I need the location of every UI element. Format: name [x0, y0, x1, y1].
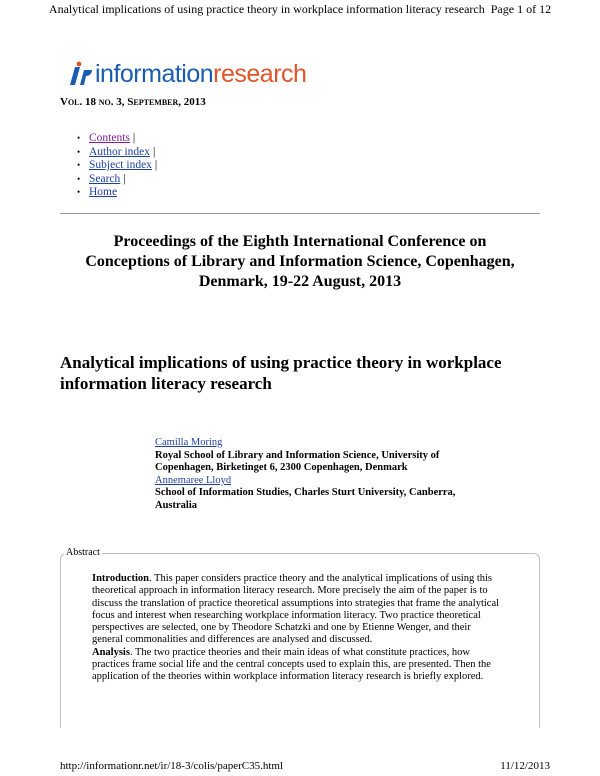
nav-separator: | [153, 145, 156, 158]
introduction-text: . This paper considers practice theory and the analytical implications of using this theoretical approach in information literacy research. More precisely the aim of the paper is to discuss the translation of practice theoretical assumptions into strategies that frame the analytical focus and interest when researching workplace information literacy. Two practice theoretical perspectives are selected, one by Theodore Schatzki and one by Etienne Wenger, and their general commonalities and differences are analysed and discussed. [92, 573, 500, 646]
bullet-icon: • [77, 173, 81, 184]
pdf-footer [60, 760, 550, 772]
abstract-content [92, 573, 502, 684]
author-index-link[interactable]: Author index [89, 145, 151, 158]
subject-index-link[interactable]: Subject index [89, 159, 152, 171]
nav-list [77, 132, 157, 200]
authors-block [155, 437, 495, 513]
analysis-label: Analysis [92, 646, 130, 658]
footer-url: http://informationr.net/ir/18-3/colis/paperC35.html [60, 760, 284, 772]
abstract-legend: Abstract [66, 547, 100, 558]
nav-item-author-index [77, 146, 157, 160]
nav-item-home [77, 186, 157, 200]
nav-separator: | [123, 172, 126, 185]
search-link[interactable]: Search [89, 172, 121, 185]
introduction-label: Introduction [92, 573, 149, 584]
bullet-icon: • [77, 146, 81, 157]
bullet-icon: • [77, 133, 81, 143]
volume-number: Vol. 18 no. 3, [60, 96, 128, 108]
logo-wordmark [95, 60, 306, 89]
author-link-lloyd[interactable]: Annemaree Lloyd [155, 474, 232, 486]
paper-title: Analytical implications of using practice theory in workplace information literacy research [60, 353, 502, 393]
journal-logo[interactable] [68, 58, 306, 90]
nav-item-contents [77, 132, 157, 146]
footer-date: 11/12/2013 [500, 760, 550, 772]
abstract-analysis [92, 647, 502, 684]
author-affiliation: School of Information Studies, Charles Sturt University, Canberra, Australia [155, 487, 456, 511]
nav-item-subject-index [77, 159, 157, 173]
author-affiliation: Royal School of Library and Information Science, University of Copenhagen, Birketinget 6, 2300 Copenhagen, Denmark [155, 449, 440, 474]
bullet-icon: • [77, 187, 81, 197]
ir-logo-icon [68, 61, 94, 87]
nav-separator: | [132, 132, 136, 144]
nav-separator: | [154, 159, 158, 171]
abstract-introduction [92, 573, 502, 647]
divider [60, 213, 540, 214]
logo-text-research: research [213, 59, 307, 88]
page-info: Page 1 of 12 [490, 2, 552, 16]
proceedings-heading: Proceedings of the Eighth International Conference on Conceptions of Library and Information Science, Copenhagen, Denmark, 19-22 August, 2013 [85, 233, 515, 290]
volume-date: September, 2013 [127, 96, 206, 108]
contents-link[interactable]: Contents [89, 132, 130, 144]
pdf-running-header [0, 0, 600, 18]
running-title: Analytical implications of using practice theory in workplace information literacy research [48, 2, 485, 16]
volume-info [60, 96, 206, 108]
analysis-text: . The two practice theories and their main ideas of what constitute practices, how practices frame social life and the central concepts used to explain this, are presented. Then the application of the theories within workplace information literacy research is briefly explored. [92, 646, 491, 683]
bullet-icon: • [77, 160, 81, 170]
author-link-moring[interactable]: Camilla Moring [155, 437, 223, 448]
home-link[interactable]: Home [89, 186, 118, 198]
logo-text-information: information [95, 59, 214, 88]
nav-item-search [77, 173, 157, 187]
